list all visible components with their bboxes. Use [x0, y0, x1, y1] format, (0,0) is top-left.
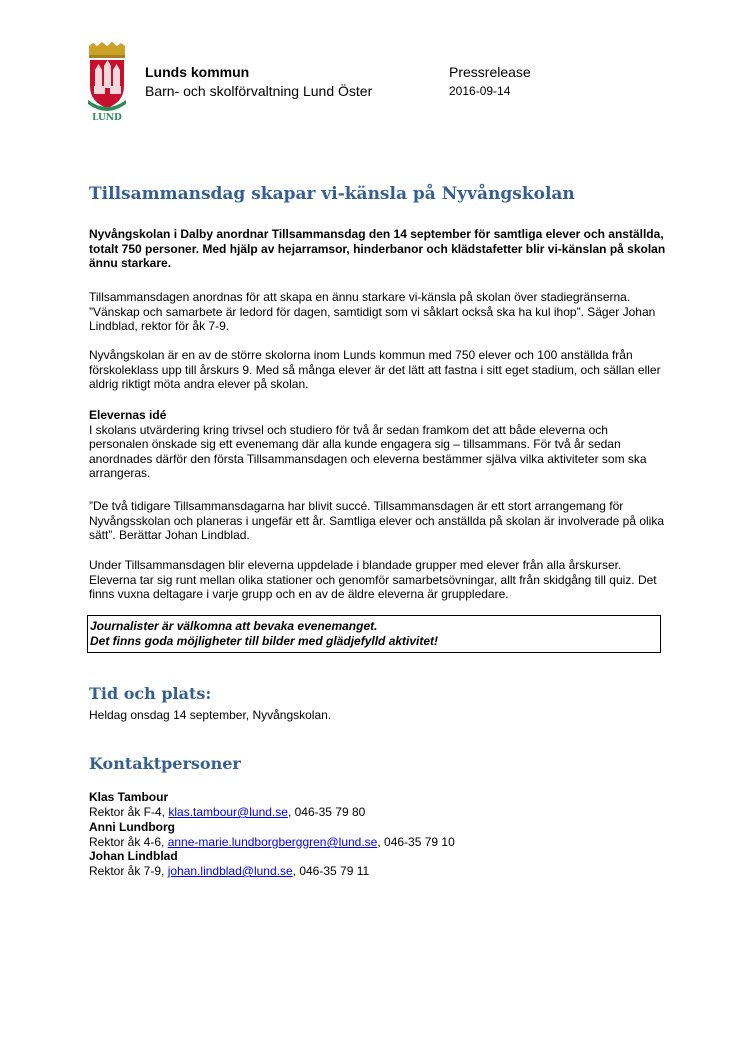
org-department: Barn- och skolförvaltning Lund Öster: [145, 83, 373, 99]
contact-email-link[interactable]: johan.lindblad@lund.se: [167, 864, 293, 878]
contact-name: Anni Lundborg: [89, 820, 175, 834]
journalist-callout-box: [87, 615, 661, 653]
contact-phone: , 046-35 79 80: [287, 805, 366, 819]
paragraph-3: I skolans utvärdering kring trivsel och studiero för två år sedan framkom det att både eleverna och personalen önskade sig ett evenemang där alla kunde engagera sig – tillsammans. För två år sedan anordnades därför den första Tillsammansdagen och eleverna bestämmer själva vilka aktiviteter som ska arrangeras.: [89, 422, 647, 480]
contact-role: Rektor åk 7-9,: [89, 864, 168, 878]
document-meta: [449, 63, 531, 101]
callout-line-1: Journalister är välkomna att bevaka evenemanget.: [90, 619, 378, 633]
contact-phone: , 046-35 79 11: [292, 864, 370, 878]
paragraph-1: Tillsammansdagen anordnas för att skapa en ännu starkare vi-känsla på skolan över stadiegränserna. ”Vänskap och samarbete är ledord för dagen, samtidigt som vi såklart också ska ha kul ihop”. Säger Johan Lindblad, rektor för åk 7-9.: [89, 290, 656, 333]
contact-phone: , 046-35 79 10: [377, 835, 455, 849]
contact-person: [89, 790, 365, 820]
logo-lund-text: LUND: [92, 113, 122, 122]
time-place-heading: Tid och plats:: [89, 684, 212, 703]
time-place-text: Heldag onsdag 14 september, Nyvångskolan.: [89, 708, 332, 722]
org-name: Lunds kommun: [145, 64, 250, 80]
subheading: Elevernas idé: [89, 408, 167, 422]
callout-line-2: Det finns goda möjligheter till bilder med glädjefylld aktivitet!: [90, 633, 439, 648]
article-title: Tillsammansdag skapar vi-känsla på Nyvångskolan: [89, 184, 575, 204]
paragraph-5: Under Tillsammansdagen blir eleverna uppdelade i blandade grupper med elever från alla årskurser. Eleverna tar sig runt mellan olika stationer och genomför samarbetsövningar, allt från skidgång till quiz. Det finns vuxna deltagare i varje grupp och en av de äldre eleverna är gruppledare.: [89, 558, 657, 601]
lund-coat-of-arms-logo: [84, 42, 130, 122]
contact-email-link[interactable]: klas.tambour@lund.se: [168, 805, 288, 819]
lead-paragraph: Nyvångskolan i Dalby anordnar Tillsammansdag den 14 september för samtliga elever och anställda, totalt 750 personer. Med hjälp av hejarramsor, hinderbanor och klädstafetter blir vi-känslan på skolan ännu starkare.: [89, 227, 666, 270]
contact-role: Rektor åk 4-6,: [89, 835, 168, 849]
paragraph-4: ”De två tidigare Tillsammansdagarna har blivit succé. Tillsammansdagen är ett stort arrangemang för Nyvångsskolan och planeras i ungefär ett år. Samtliga elever och anställda på skolan är involverade på olika sätt”. Berättar Johan Lindblad.: [89, 499, 665, 542]
section-elevernas-ide: [89, 408, 669, 481]
contact-email-link[interactable]: anne-marie.lundborgberggren@lund.se: [167, 835, 378, 849]
document-date: 2016-09-14: [449, 84, 511, 98]
contact-name: Klas Tambour: [89, 790, 169, 804]
document-type: Pressrelease: [449, 64, 531, 80]
contact-role: Rektor åk F-4,: [89, 805, 169, 819]
organization-block: [145, 63, 372, 101]
contact-name: Johan Lindblad: [89, 849, 178, 863]
contact-person: [89, 849, 369, 879]
contact-person: [89, 820, 455, 850]
contacts-heading: Kontaktpersoner: [89, 754, 241, 773]
paragraph-2: Nyvångskolan är en av de större skolorna inom Lunds kommun med 750 elever och 100 anställda från förskoleklass upp till årskurs 9. Med så många elever är det lätt att fastna i sitt eget stadium, och sällan eller aldrig riktigt möta andra elever på skolan.: [89, 348, 661, 391]
